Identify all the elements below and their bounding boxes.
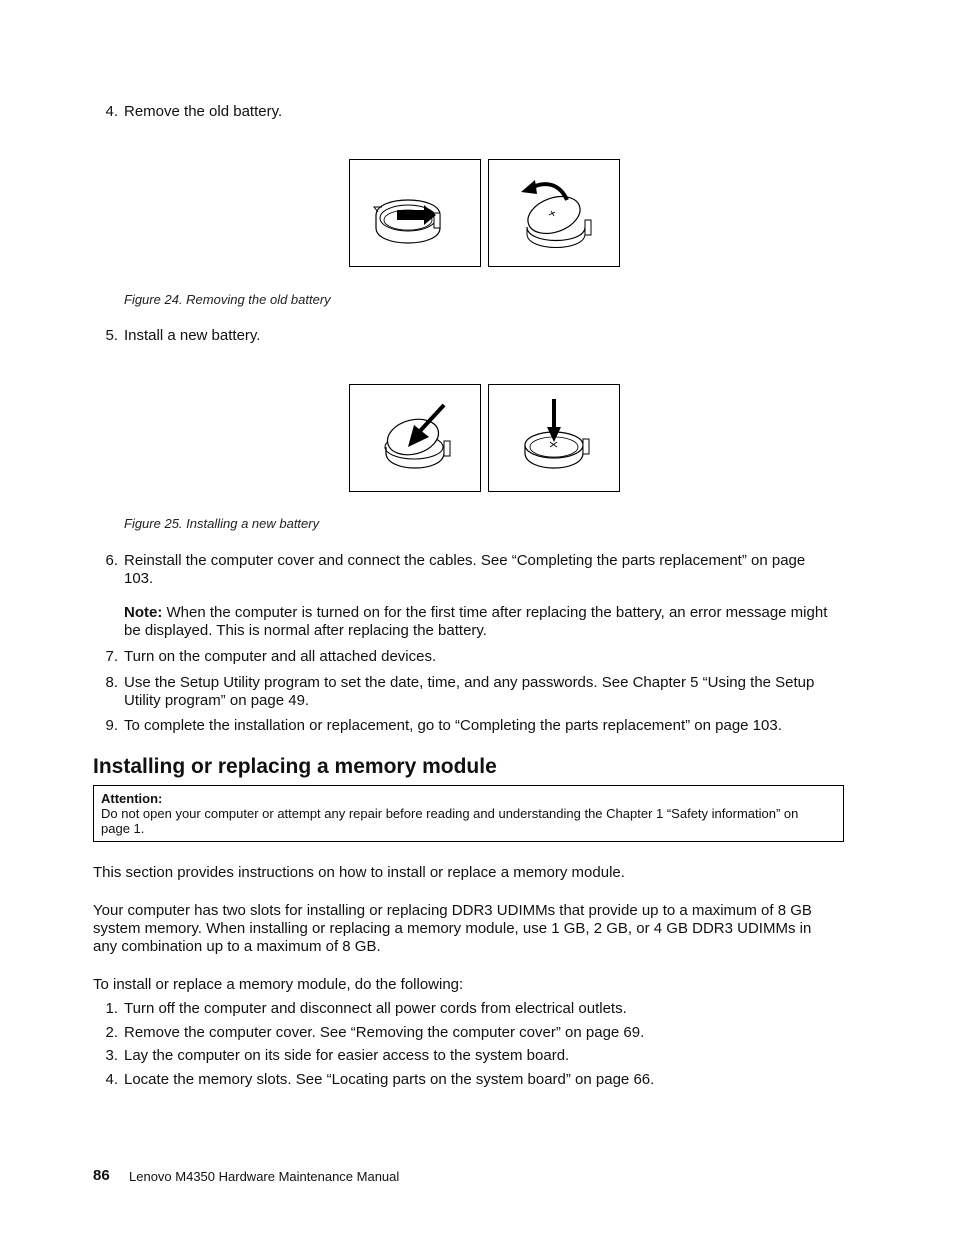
step-number: 7. [105,648,118,665]
step-text: Remove the computer cover. See “Removing the computer cover” on page 69. [124,1024,645,1041]
battery-remove-illustration-2 [488,159,620,267]
attention-box [93,785,844,842]
step-number: 8. [105,674,118,691]
note-paragraph [124,604,834,640]
step-text: Locate the memory slots. See “Locating parts on the system board” on page 66. [124,1071,655,1088]
step-text: Reinstall the computer cover and connect the cables. See “Completing the parts replacement” on page 103. [124,552,806,587]
step-text: Turn on the computer and all attached devices. [124,648,437,665]
step-number: 6. [105,552,118,569]
step-number: 1. [105,1000,118,1017]
step-text: Use the Setup Utility program to set the date, time, and any passwords. See Chapter 5 “Using the Setup Utility program” on page 49. [124,674,815,709]
battery-remove-illustration-1 [349,159,481,267]
step-number: 4. [105,1071,118,1088]
intro-paragraph: This section provides instructions on how to install or replace a memory module. [93,864,625,881]
step-number: 2. [105,1024,118,1041]
attention-label: Attention: [101,791,163,806]
step-number: 5. [105,327,118,344]
step-number: 4. [105,103,118,120]
step-text: To complete the installation or replacement, go to “Completing the parts replacement” on page 103. [124,717,782,734]
procedure-intro: To install or replace a memory module, do the following: [93,976,464,993]
note-text: When the computer is turned on for the first time after replacing the battery, an error message might be displayed. This is normal after replacing the battery. [124,604,828,639]
battery-install-illustration-2 [488,384,620,492]
battery-install-illustration-1 [349,384,481,492]
step-text: Lay the computer on its side for easier access to the system board. [124,1047,570,1064]
step-text: Turn off the computer and disconnect all power cords from electrical outlets. [124,1000,627,1017]
step-number: 3. [105,1047,118,1064]
page-number: 86 [93,1167,110,1184]
footer-manual-title: Lenovo M4350 Hardware Maintenance Manual [129,1169,400,1184]
step-text: Install a new battery. [124,327,261,344]
attention-text: Do not open your computer or attempt any repair before reading and understanding the Chapter 1 “Safety information” on page 1. [101,806,799,836]
memory-info-paragraph: Your computer has two slots for installing or replacing DDR3 UDIMMs that provide up to a maximum of 8 GB system memory. When installing or replacing a memory module, use 1 GB, 2 GB, or 4 GB DDR3 UDIMMs in any combination up to a maximum of 8 GB. [93,902,812,955]
step-number: 9. [105,717,118,734]
note-label: Note: [124,604,163,621]
figure-caption: Figure 25. Installing a new battery [124,516,320,531]
section-heading: Installing or replacing a memory module [93,755,497,778]
step-text: Remove the old battery. [124,103,283,120]
figure-caption: Figure 24. Removing the old battery [124,292,331,307]
